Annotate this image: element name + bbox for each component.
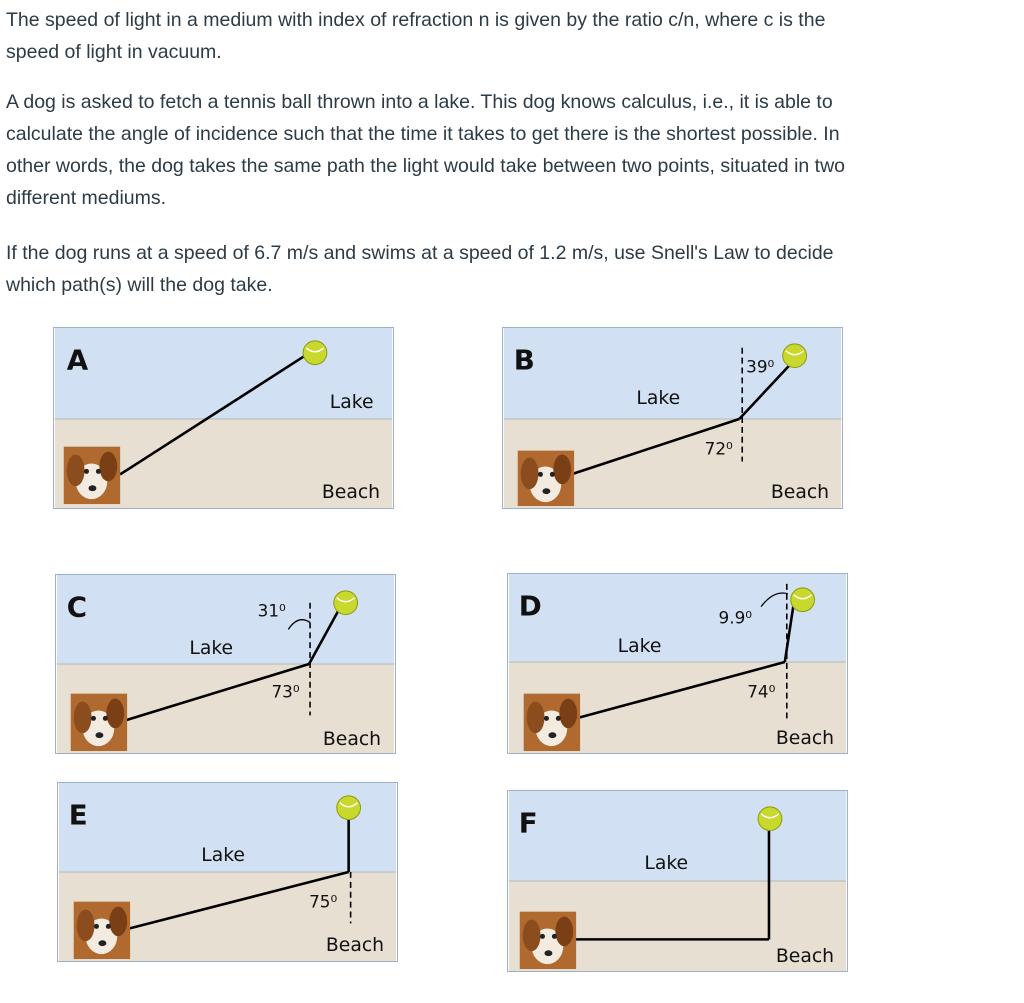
dog-icon (518, 451, 574, 506)
angle-lake-label: 39⁰ (746, 356, 775, 377)
panel-letter: C (66, 590, 88, 624)
angle-beach-label: 74⁰ (747, 681, 776, 702)
intro-paragraph-3: If the dog runs at a speed of 6.7 m/s and swims at a speed of 1.2 m/s, use Snell's Law to decide which path(s) will the dog take. (6, 242, 834, 296)
panel-letter: A (66, 343, 89, 377)
dog-icon (71, 694, 127, 751)
tennis-ball-icon (791, 588, 815, 612)
beach-label: Beach (325, 935, 385, 957)
diagram-panel-b (502, 327, 843, 509)
lake-label: Lake (617, 636, 662, 658)
tennis-ball-icon (337, 796, 361, 820)
tennis-ball-icon (303, 341, 327, 365)
angle-beach-label: 72⁰ (704, 438, 733, 459)
tennis-ball-icon (758, 807, 782, 831)
lake-label: Lake (189, 638, 234, 660)
dog-icon (520, 912, 576, 969)
intro-paragraph-1: The speed of light in a medium with index of refraction n is given by the ratio c/n, where c is the speed of light in vacuum. (6, 9, 826, 63)
dog-icon (524, 694, 580, 751)
panel-letter: E (68, 798, 88, 832)
beach-label: Beach (770, 482, 830, 504)
panel-letter: B (513, 343, 535, 377)
panel-letter: D (518, 589, 542, 623)
beach-label: Beach (775, 728, 835, 750)
lake-label: Lake (636, 388, 681, 410)
beach-label: Beach (321, 482, 381, 504)
diagram-panel-d (507, 573, 848, 754)
intro-paragraph-2: A dog is asked to fetch a tennis ball thrown into a lake. This dog knows calculus, i.e., it is able to calculate the angle of incidence such that the time it takes to get there is the shortest possible. In other words, the dog takes the same path the light would take between two points, situated in two different mediums. (6, 91, 846, 209)
beach-label: Beach (322, 729, 382, 751)
lake-label: Lake (329, 392, 374, 414)
lake-label: Lake (644, 853, 689, 875)
angle-lake-label: 31⁰ (257, 600, 286, 621)
diagram-panel-a (53, 327, 394, 509)
tennis-ball-icon (783, 344, 807, 368)
lake-region (509, 574, 846, 662)
lake-label: Lake (201, 845, 245, 867)
panel-letter: F (518, 806, 538, 840)
tennis-ball-icon (334, 591, 358, 615)
dog-icon (64, 447, 120, 504)
angle-beach-label: 73⁰ (271, 681, 300, 702)
diagram-panel-f (507, 790, 848, 972)
angle-beach-label: 75⁰ (309, 891, 338, 912)
diagram-panel-e (57, 782, 398, 962)
diagram-panel-c (55, 574, 396, 754)
dog-icon (74, 902, 130, 959)
angle-lake-label: 9.9⁰ (718, 607, 752, 628)
beach-label: Beach (775, 946, 835, 968)
